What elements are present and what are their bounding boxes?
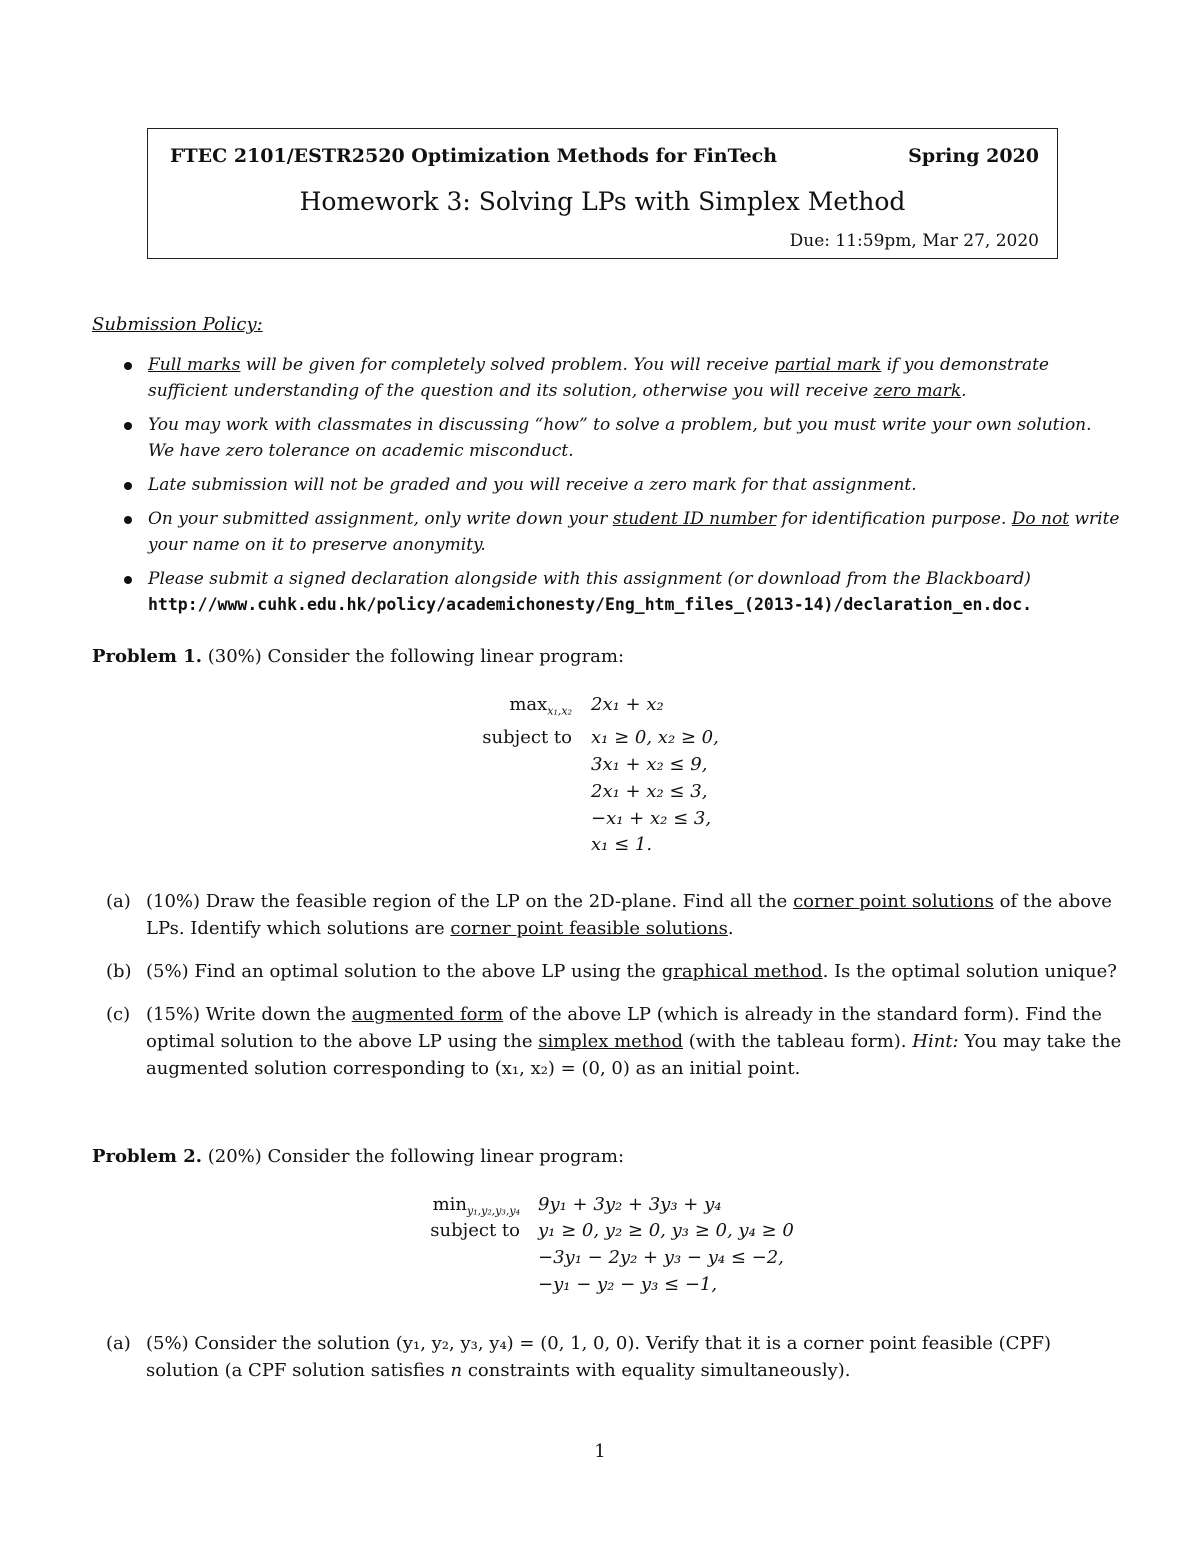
lp-constraint: −y₁ − y₂ − y₃ ≤ −1, <box>538 1274 718 1295</box>
policy-heading: Submission Policy: <box>92 314 263 335</box>
problem-1-heading <box>92 646 624 667</box>
term: Spring 2020 <box>908 145 1039 167</box>
problem-1c <box>92 1001 1122 1082</box>
lp-objective-label <box>360 1194 520 1218</box>
page-number: 1 <box>594 1441 606 1462</box>
policy-list <box>120 352 1120 626</box>
due-date: Due: 11:59pm, Mar 27, 2020 <box>789 231 1039 251</box>
part-text: n <box>450 1360 463 1381</box>
part-text: of the above LP (which is already in the standard form). Find the optimal solution to the above LP using the <box>146 1004 1102 1052</box>
policy-text: write your name on it to preserve anonymity. <box>148 509 1120 555</box>
policy-text: On your submitted assignment, only write down your <box>148 509 613 529</box>
policy-text: Do not <box>1011 509 1070 529</box>
lp-constraint: 2x₁ + x₂ ≤ 3, <box>591 781 708 802</box>
lp-constraint: y₁ ≥ 0, y₂ ≥ 0, y₃ ≥ 0, y₄ ≥ 0 <box>538 1220 794 1241</box>
problem-label: Problem 2. <box>92 1146 203 1167</box>
policy-text: student ID number <box>612 509 777 529</box>
policy-text: Please submit a signed declaration alongside with this assignment (or download from the Blackboard) <box>148 569 1031 589</box>
bullet-icon <box>124 482 132 490</box>
part-text: augmented form <box>351 1004 504 1025</box>
hint-label: Hint: <box>912 1031 959 1052</box>
declaration-link[interactable]: http://www.cuhk.edu.hk/policy/academichonesty/Eng_htm_files_(2013-14)/declaration_en.doc. <box>148 595 1033 614</box>
policy-text: will be given for completely solved problem. You will receive <box>240 355 775 375</box>
lp-objective: 2x₁ + x₂ <box>591 694 664 715</box>
part-tag: (c) <box>106 1004 131 1025</box>
lp-constraint: −3y₁ − 2y₂ + y₃ − y₄ ≤ −2, <box>538 1247 784 1268</box>
problem-1b <box>92 958 1122 985</box>
policy-item <box>120 472 1120 498</box>
problem-2-heading <box>92 1146 624 1167</box>
part-text: You may take the augmented solution corresponding to (x₁, x₂) = (0, 0) as an initial point. <box>146 1031 1122 1079</box>
problem-intro: (30%) Consider the following linear program: <box>202 646 625 667</box>
part-text: . Is the optimal solution unique? <box>822 961 1117 982</box>
course-title: FTEC 2101/ESTR2520 Optimization Methods for FinTech <box>170 145 778 167</box>
lp-min: min <box>432 1194 467 1215</box>
policy-text: for identification purpose. <box>776 509 1012 529</box>
bullet-icon <box>124 422 132 430</box>
policy-text: zero mark <box>873 381 962 401</box>
part-tag: (a) <box>106 891 131 912</box>
header-box <box>147 128 1058 259</box>
policy-text: Full marks <box>148 355 241 375</box>
problem-intro: (20%) Consider the following linear program: <box>202 1146 625 1167</box>
homework-title: Homework 3: Solving LPs with Simplex Method <box>299 187 906 216</box>
lp-constraint: −x₁ + x₂ ≤ 3, <box>591 808 712 829</box>
policy-text: Late submission will not be graded and you will receive a zero mark for that assignment. <box>148 475 917 495</box>
lp-constraint: 3x₁ + x₂ ≤ 9, <box>591 754 708 775</box>
part-tag: (a) <box>106 1333 131 1354</box>
lp-objective-label <box>440 694 572 718</box>
policy-text: . <box>961 381 967 401</box>
policy-item <box>120 352 1120 404</box>
part-text: constraints with equality simultaneously). <box>462 1360 851 1381</box>
lp-objective: 9y₁ + 3y₂ + 3y₃ + y₄ <box>538 1194 722 1215</box>
policy-item <box>120 412 1120 464</box>
policy-text: partial mark <box>774 355 882 375</box>
policy-text: You may work with classmates in discussing “how” to solve a problem, but you must write your own solution. We have zero tolerance on academic misconduct. <box>148 415 1092 461</box>
part-text: (with the tableau form). <box>683 1031 913 1052</box>
lp-subscript: y₁,y₂,y₃,y₄ <box>467 1204 520 1218</box>
lp-subject-to: subject to <box>482 727 572 748</box>
lp-max: max <box>509 694 548 715</box>
lp-constraint: x₁ ≤ 1. <box>591 834 653 855</box>
part-text: (5%) Consider the solution (y₁, y₂, y₃, y₄) = (0, 1, 0, 0). Verify that it is a corner point feasible (CPF) solution (a CPF solution satisfies <box>146 1333 1052 1381</box>
problem-2a <box>92 1330 1122 1384</box>
problem-label: Problem 1. <box>92 646 203 667</box>
lp-subscript: x₁,x₂ <box>547 704 572 718</box>
part-text: graphical method <box>661 961 823 982</box>
part-text: (5%) Find an optimal solution to the above LP using the <box>146 961 662 982</box>
bullet-icon <box>124 576 132 584</box>
part-text: simplex method <box>538 1031 684 1052</box>
part-tag: (b) <box>106 961 132 982</box>
bullet-icon <box>124 362 132 370</box>
part-text: of the above LPs. Identify which solutions are <box>146 891 1112 939</box>
policy-text: if you demonstrate sufficient understanding of the question and its solution, otherwise you will receive <box>148 355 1049 401</box>
policy-item <box>120 566 1120 618</box>
policy-item <box>120 506 1120 558</box>
lp-subject-to: subject to <box>430 1220 520 1241</box>
problem-2-parts <box>92 1330 1122 1400</box>
part-text: corner point feasible solutions <box>450 918 728 939</box>
part-text: (10%) Draw the feasible region of the LP on the 2D-plane. Find all the <box>146 891 794 912</box>
part-text: . <box>727 918 734 939</box>
lp-constraint: x₁ ≥ 0, x₂ ≥ 0, <box>591 727 719 748</box>
part-text: corner point solutions <box>793 891 994 912</box>
part-text: (15%) Write down the <box>146 1004 352 1025</box>
bullet-icon <box>124 516 132 524</box>
problem-1-parts <box>92 888 1122 1098</box>
problem-1a <box>92 888 1122 942</box>
